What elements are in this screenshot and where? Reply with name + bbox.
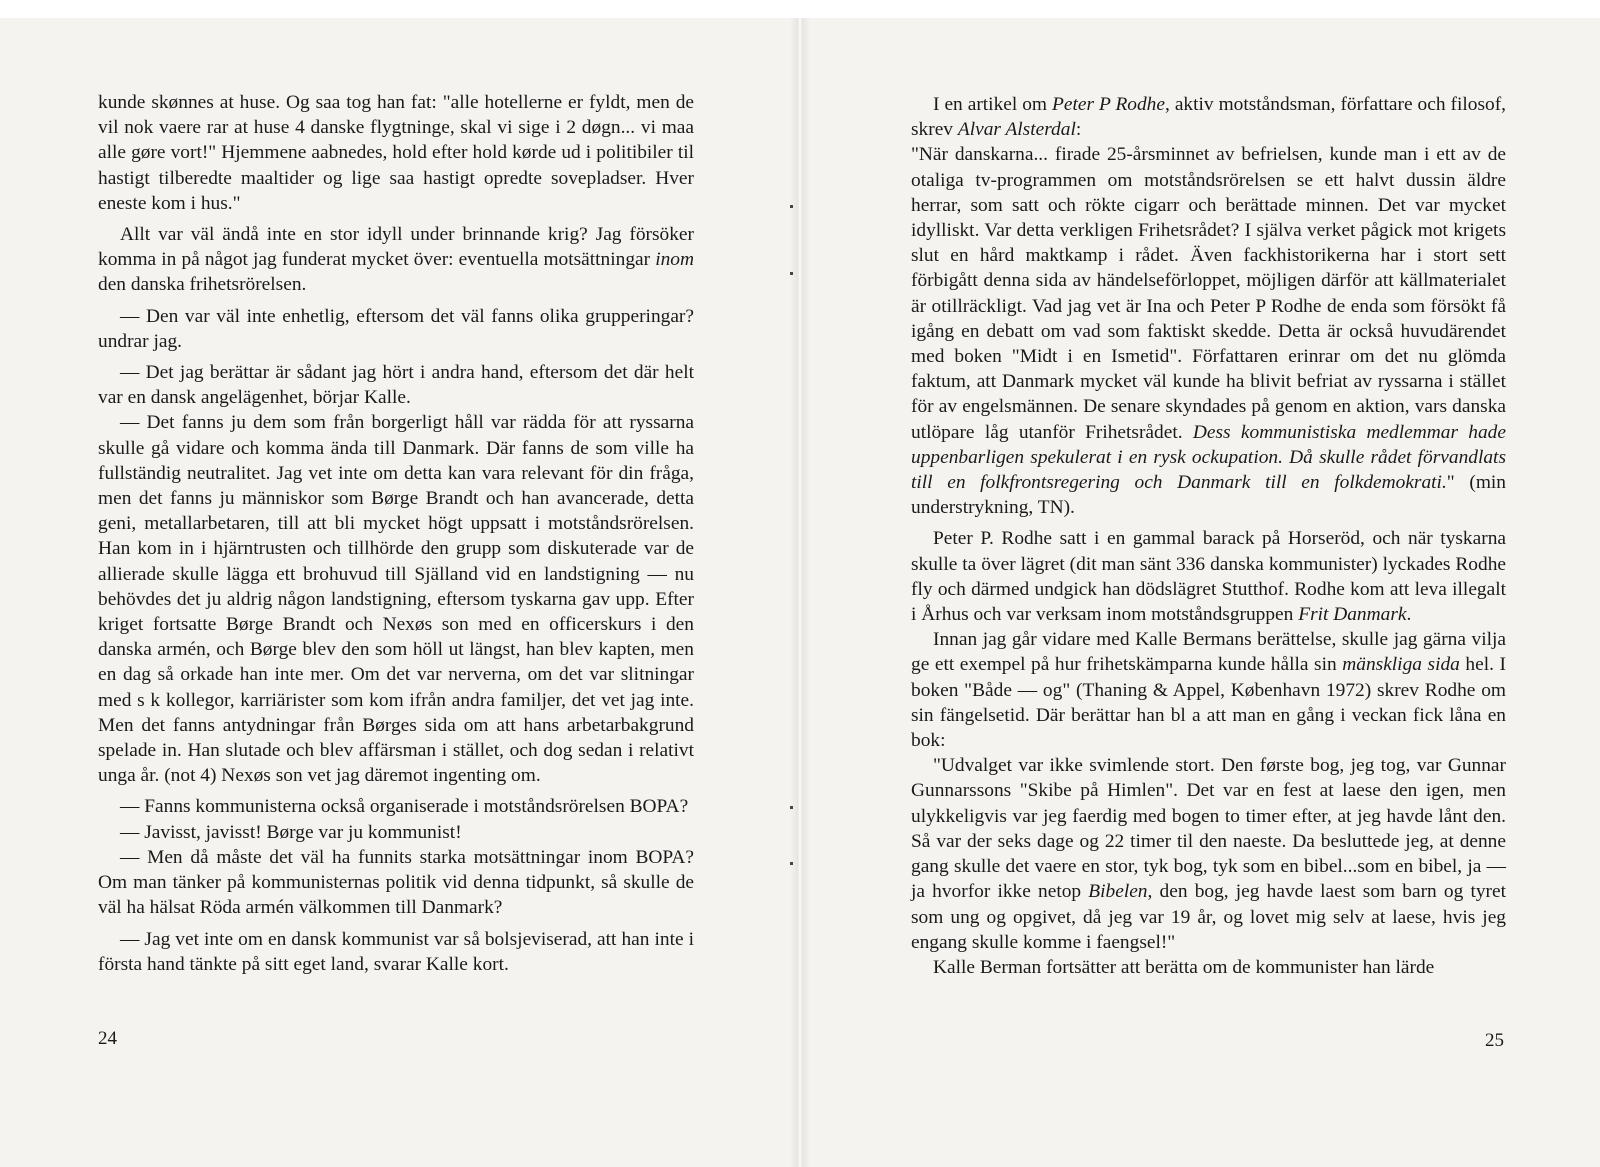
paragraph: Allt var väl ändå inte en stor idyll under brinnande krig? Jag försöker komma in på något jag funderat mycket över: eventuella motsättningar inom den danska frihetsrörelsen. [98,224,694,296]
paragraph: Innan jag går vidare med Kalle Bermans berättelse, skulle jag gärna vilja ge ett exempel på hur frihetskämparna kunde hålla sin mänskliga sida hel. I boken "Både — og" (Thaning & Appel, København 1972) skrev Rodhe om sin fängelsetid. Där berättar han bl a att man en gång i veckan fick låna en bok: [911,629,1506,752]
paragraph: Peter P. Rodhe satt i en gammal barack på Horseröd, och när tyskarna skulle ta över lägret (dit man sänt 336 danska kommunister) lyckades Rodhe fly och därmed undgick han dödslägret Stutthof. Rodhe kom att leva illegalt i Århus och var verksam inom motståndsgruppen Frit Danmark. [911,528,1506,626]
gutter-mark [790,806,793,809]
paragraph: — Fanns kommunisterna också organiserade i motståndsrörelsen BOPA? [120,796,689,818]
gutter-mark [790,862,793,865]
paragraph: Kalle Berman fortsätter att berätta om de kommunister han lärde [933,956,1435,978]
paragraph: "När danskarna... firade 25-årsminnet av befrielsen, kunde man i ett av de otaliga tv-programmen om motståndsrörelsen se ett halvt dussin äldre herrar, som satt och rökte cigarr och berättade minnen. Det var mycket idylliskt. Var detta verkligen Frihetsrådet? I själva verket pågick mot krigets slut en hård maktkamp i rådet. Även fackhistorikerna har i stort sett förbigått denna sida av händelseförloppet, möjligen därför att källmaterialet är otillräckligt. Vad jag vet är Ina och Peter P Rodhe de enda som försökt få igång en debatt om vad som faktiskt skedde. Detta är också huvudärendet med boken "Midt i en Ismetid". Författaren erinrar om det nu glömda faktum, att Danmark mycket väl kunde ha blivit befriat av ryssarna i stället för av engelsmännen. De senare skyndades på genom en aktion, vars danska utlöpare låg utanför Frihetsrådet. Dess kommunistiska medlemmar hade uppenbarligen spekulerat i en rysk ockupation. Då skulle rådet förvandlats till en folkfrontsregering och Danmark till en folkdemokrati." (min understrykning, TN). [911,144,1506,519]
book-gutter [790,18,810,1167]
left-page-body [98,90,694,983]
right-page-body [911,92,1506,980]
paragraph: — Det fanns ju dem som från borgerligt håll var rädda för att ryssarna skulle gå vidare och komma ända till Danmark. Där fanns de som ville ha fullständig neutralitet. Jag vet inte om detta kan vara relevant för din fråga, men det fanns ju människor som Børge Brandt och han avancerade, detta geni, metallarbetaren, till att bli mycket högt uppsatt i motståndsrörelsen. Han kom in i hjärntrusten och tillhörde den grupp som diskuterade var de allierade skulle lägga ett brohuvud till Själland vid en landstigning — nu behövdes det ju aldrig någon landstigning, eftersom tyskarna gav upp. Efter kriget fortsatte Børge Brandt och Nexøs son med en officerskurs i den danska armén, och Børge blev den som höll ut längst, han blev kapten, men en dag så orkade han inte mer. Om det var nerverna, om det var slitningar med s k kollegor, karriärister som kom ifrån andra familjer, det vet jag inte. Men det fanns antydningar från Børges sida om att hans arbetarbakgrund spelade in. Han slutade och blev affärsman i stället, och dog sedan i relativt unga år. (not 4) Nexøs son vet jag däremot ingenting om. [98,412,694,787]
paragraph: — Men då måste det väl ha funnits starka motsättningar inom BOPA? Om man tänker på kommunisternas politik vid denna tidpunkt, så skulle de väl ha hälsat Röda armén välkommen till Danmark? [98,846,694,919]
gutter-mark [790,272,793,275]
paragraph: — Javisst, javisst! Børge var ju kommunist! [120,821,462,843]
paragraph: — Den var väl inte enhetlig, eftersom det väl fanns olika grupperingar? undrar jag. [98,305,694,352]
page-number-left: 24 [98,1028,117,1049]
paragraph: "Udvalget var ikke svimlende stort. Den første bog, jeg tog, var Gunnar Gunnarssons "Skibe på Himlen". Det var en fest at laese den igen, men ulykkeligvis var jeg faerdig med bogen to timer efter, at jeg havde lånt den. Så var der seks dage og 22 timer til den naeste. Da besluttede jeg, at denne gang skulle det vaere en stor, tyk bog, tyk som en bibel...som en bibel, ja — ja hvorfor ikke netop Bibelen, den bog, jeg havde laest som barn og tyret som ung og opgivet, då jeg var 19 år, og lovet mig selv at laese, hvis jeg engang skulle komme i faengsel!" [911,755,1506,953]
paragraph: I en artikel om Peter P Rodhe, aktiv motståndsman, författare och filosof, skrev Alvar Alsterdal: [911,94,1506,141]
paragraph: — Jag vet inte om en dansk kommunist var så bolsjeviserad, att han inte i första hand tänkte på sitt eget land, svarar Kalle kort. [98,928,694,975]
gutter-mark [790,205,793,208]
paragraph: kunde skønnes at huse. Og saa tog han fat: "alle hotellerne er fyldt, men de vil nok vaere rar at huse 4 danske flygtninge, skal vi sige i 2 døgn... vi maa alle gøre vort!" Hjemmene aabnedes, hold efter hold kørde ud i politibiler til hastigt tilberedte maaltider og lige saa hastigt opredte sovepladser. Hver eneste kom i hus." [98,92,694,214]
paragraph: — Det jag berättar är sådant jag hört i andra hand, eftersom det där helt var en dansk angelägenhet, börjar Kalle. [98,362,694,409]
page-number-right: 25 [1485,1030,1504,1051]
